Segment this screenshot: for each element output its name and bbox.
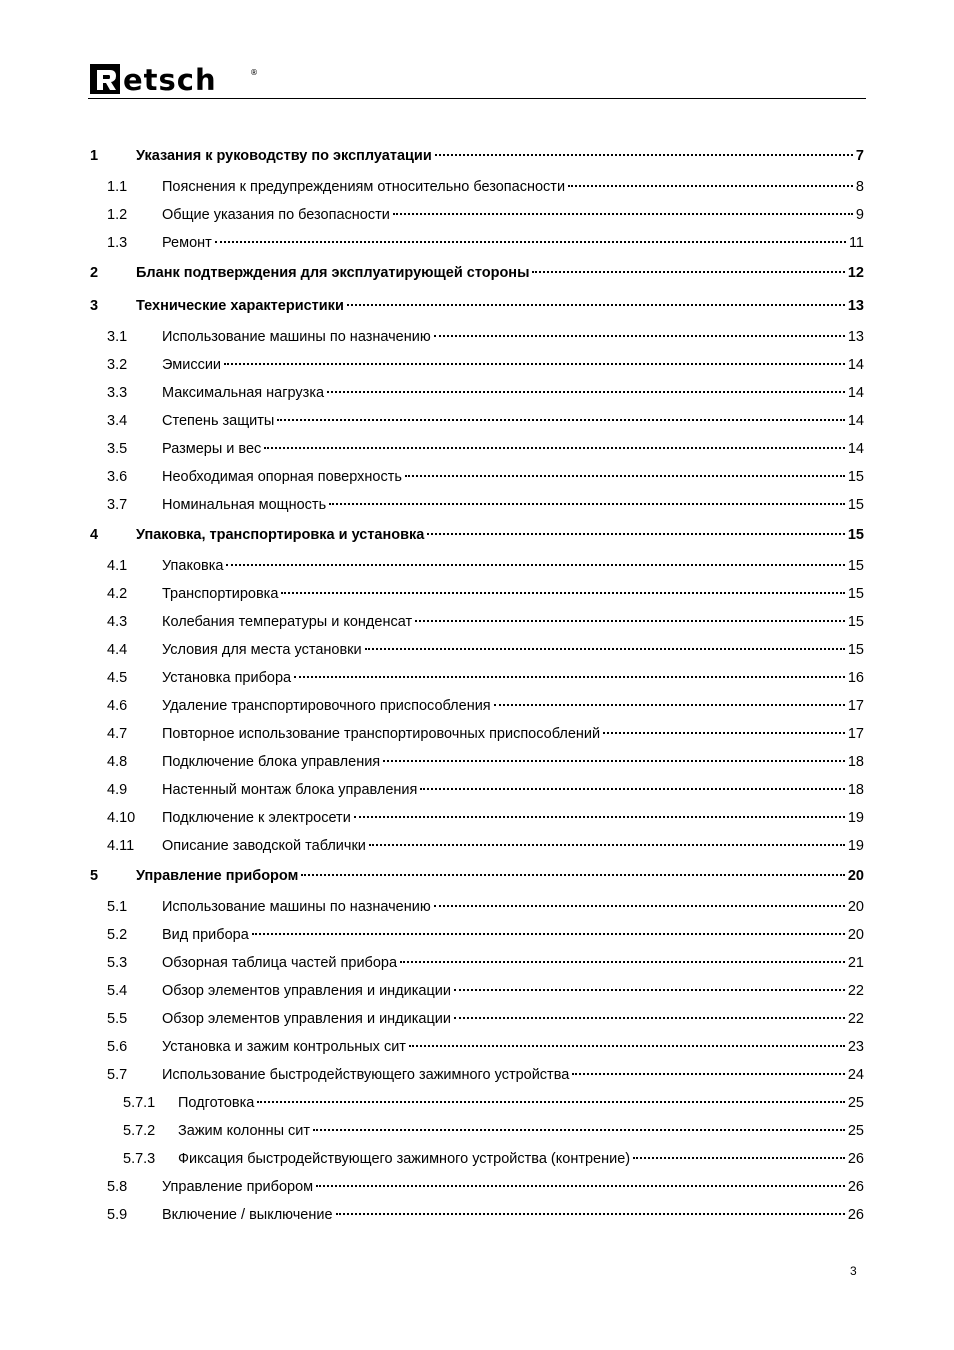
toc-entry[interactable] (90, 407, 864, 435)
toc-dot-leader (264, 447, 845, 449)
toc-entry-page: 24 (847, 1067, 864, 1083)
toc-entry-title: Использование машины по назначению (162, 899, 431, 915)
toc-entry[interactable] (90, 173, 864, 201)
toc-dot-leader (354, 816, 845, 818)
toc-entry-title: Использование машины по назначению (162, 329, 431, 345)
toc-dot-leader (454, 989, 845, 991)
toc-dot-leader (224, 363, 845, 365)
toc-dot-leader (434, 335, 845, 337)
toc-entry-number: 4.11 (107, 838, 135, 854)
toc-entry-title: Использование быстродействующего зажимного устройства (162, 1067, 570, 1083)
toc-entry[interactable] (90, 257, 864, 290)
toc-dot-leader (294, 676, 845, 678)
toc-entry-title: Повторное использование транспортировочных приспособлений (162, 726, 601, 742)
toc-entry-page: 14 (847, 357, 864, 373)
toc-entry-number: 3.1 (107, 329, 128, 345)
toc-entry-title: Обзор элементов управления и индикации (162, 983, 451, 999)
toc-dot-leader (336, 1213, 845, 1215)
toc-entry[interactable] (90, 893, 864, 921)
toc-entry-number: 5.4 (107, 983, 128, 999)
toc-entry-number: 5.7 (107, 1067, 128, 1083)
toc-entry[interactable] (90, 1117, 864, 1145)
toc-entry-page: 19 (847, 838, 864, 854)
toc-entry-page: 14 (847, 385, 864, 401)
toc-dot-leader (316, 1185, 845, 1187)
toc-entry-page: 21 (847, 955, 864, 971)
toc-entry-title: Условия для места установки (162, 642, 362, 658)
toc-entry[interactable] (90, 290, 864, 323)
page-header (88, 62, 866, 99)
toc-entry[interactable] (90, 921, 864, 949)
toc-entry-page: 15 (847, 527, 864, 543)
toc-entry[interactable] (90, 140, 864, 173)
toc-entry-number: 1.2 (107, 207, 128, 223)
toc-entry-title: Максимальная нагрузка (162, 385, 325, 401)
toc-entry[interactable] (90, 776, 864, 804)
toc-entry-title: Упаковка, транспортировка и установка (136, 527, 425, 543)
toc-entry[interactable] (90, 949, 864, 977)
toc-entry-title: Установка и зажим контрольных сит (162, 1039, 406, 1055)
toc-entry-page: 9 (855, 207, 864, 223)
toc-dot-leader (252, 933, 845, 935)
toc-entry-title: Номинальная мощность (162, 497, 327, 513)
toc-entry-page: 17 (847, 726, 864, 742)
toc-entry-title: Управление прибором (136, 868, 299, 884)
toc-entry-number: 4.5 (107, 670, 128, 686)
toc-entry[interactable] (90, 201, 864, 229)
toc-entry-page: 26 (847, 1179, 864, 1195)
toc-entry[interactable] (90, 804, 864, 832)
toc-entry-number: 4.3 (107, 614, 128, 630)
toc-entry-number: 5 (90, 868, 99, 884)
toc-entry-page: 14 (847, 441, 864, 457)
toc-entry-number: 1 (90, 148, 99, 164)
page-number: 3 (850, 1264, 857, 1278)
toc-dot-leader (327, 391, 845, 393)
toc-entry-number: 4.8 (107, 754, 128, 770)
toc-dot-leader (277, 419, 845, 421)
toc-entry[interactable] (90, 1173, 864, 1201)
toc-entry-page: 18 (847, 782, 864, 798)
toc-entry-page: 16 (847, 670, 864, 686)
toc-entry[interactable] (90, 664, 864, 692)
toc-entry-title: Описание заводской таблички (162, 838, 366, 854)
toc-dot-leader (226, 564, 844, 566)
toc-entry-number: 4.7 (107, 726, 128, 742)
toc-entry-title: Эмиссии (162, 357, 222, 373)
toc-entry[interactable] (90, 1145, 864, 1173)
toc-entry-number: 3.2 (107, 357, 128, 373)
toc-entry-page: 8 (855, 179, 864, 195)
toc-entry-title: Бланк подтверждения для эксплуатирующей стороны (136, 265, 530, 281)
toc-entry[interactable] (90, 636, 864, 664)
toc-dot-leader (365, 648, 845, 650)
toc-dot-leader (393, 213, 853, 215)
toc-entry-number: 5.3 (107, 955, 128, 971)
toc-dot-leader (420, 788, 844, 790)
toc-entry-title: Необходимая опорная поверхность (162, 469, 402, 485)
toc-entry-title: Обзор элементов управления и индикации (162, 1011, 451, 1027)
toc-dot-leader (257, 1101, 845, 1103)
toc-entry-number: 3.5 (107, 441, 128, 457)
toc-entry-number: 4.10 (107, 810, 136, 826)
toc-entry-page: 23 (847, 1039, 864, 1055)
registered-mark: ® (250, 68, 258, 77)
toc-entry-number: 4 (90, 527, 99, 543)
toc-entry-page: 19 (847, 810, 864, 826)
toc-dot-leader (400, 961, 845, 963)
toc-entry[interactable] (90, 1061, 864, 1089)
toc-dot-leader (369, 844, 845, 846)
toc-entry[interactable] (90, 748, 864, 776)
toc-entry-title: Ремонт (162, 235, 212, 251)
toc-entry-page: 15 (847, 642, 864, 658)
toc-entry[interactable] (90, 229, 864, 257)
toc-dot-leader (435, 154, 853, 156)
toc-entry[interactable] (90, 692, 864, 720)
toc-entry[interactable] (90, 1005, 864, 1033)
toc-entry[interactable] (90, 832, 864, 860)
toc-entry-number: 3 (90, 298, 99, 314)
toc-entry-page: 25 (847, 1095, 864, 1111)
toc-entry-number: 5.9 (107, 1207, 128, 1223)
toc-entry-page: 17 (847, 698, 864, 714)
toc-entry-page: 18 (847, 754, 864, 770)
toc-entry[interactable] (90, 977, 864, 1005)
toc-entry-title: Управление прибором (162, 1179, 314, 1195)
toc-entry-number: 5.5 (107, 1011, 128, 1027)
toc-entry-number: 3.7 (107, 497, 128, 513)
toc-entry[interactable] (90, 435, 864, 463)
toc-entry-number: 3.3 (107, 385, 128, 401)
toc-entry-title: Подключение к электросети (162, 810, 351, 826)
toc-entry-page: 20 (847, 868, 864, 884)
toc-entry-page: 22 (847, 983, 864, 999)
toc-entry-page: 20 (847, 899, 864, 915)
logo-wordmark: etsch (123, 63, 217, 96)
toc-entry-title: Степень защиты (162, 413, 275, 429)
toc-entry-page: 20 (847, 927, 864, 943)
toc-entry-page: 13 (847, 298, 864, 314)
toc-entry-page: 15 (847, 586, 864, 602)
toc-entry-title: Установка прибора (162, 670, 292, 686)
toc-entry-page: 12 (847, 265, 864, 281)
toc-dot-leader (313, 1129, 845, 1131)
toc-entry[interactable] (90, 1201, 864, 1229)
toc-entry[interactable] (90, 1033, 864, 1061)
toc-entry[interactable] (90, 580, 864, 608)
toc-entry-title: Пояснения к предупреждениям относительно безопасности (162, 179, 566, 195)
toc-entry-number: 5.8 (107, 1179, 128, 1195)
toc-dot-leader (568, 185, 853, 187)
toc-entry-number: 4.6 (107, 698, 128, 714)
toc-entry-page: 14 (847, 413, 864, 429)
toc-dot-leader (329, 503, 845, 505)
toc-dot-leader (434, 905, 845, 907)
toc-entry-number: 5.7.2 (123, 1123, 156, 1139)
toc-entry[interactable] (90, 463, 864, 491)
toc-entry-page: 13 (847, 329, 864, 345)
toc-entry-title: Вид прибора (162, 927, 249, 943)
toc-dot-leader (405, 475, 845, 477)
toc-entry-title: Колебания температуры и конденсат (162, 614, 413, 630)
toc-dot-leader (215, 241, 846, 243)
toc-dot-leader (347, 304, 845, 306)
toc-entry-title: Технические характеристики (136, 298, 344, 314)
toc-entry[interactable] (90, 323, 864, 351)
toc-entry-title: Размеры и вес (162, 441, 262, 457)
toc-entry-number: 1.3 (107, 235, 128, 251)
toc-entry-number: 4.4 (107, 642, 128, 658)
toc-dot-leader (383, 760, 845, 762)
toc-entry-page: 22 (847, 1011, 864, 1027)
toc-entry-page: 25 (847, 1123, 864, 1139)
toc-entry-title: Упаковка (162, 558, 224, 574)
toc-entry[interactable] (90, 860, 864, 893)
toc-dot-leader (415, 620, 845, 622)
toc-entry[interactable] (90, 351, 864, 379)
toc-entry-number: 5.2 (107, 927, 128, 943)
toc-entry[interactable] (90, 491, 864, 519)
toc-dot-leader (494, 704, 845, 706)
toc-entry-number: 4.9 (107, 782, 128, 798)
toc-entry-number: 5.6 (107, 1039, 128, 1055)
toc-entry[interactable] (90, 519, 864, 552)
toc-entry-page: 11 (848, 235, 864, 251)
toc-entry-page: 26 (847, 1151, 864, 1167)
toc-dot-leader (427, 533, 845, 535)
retsch-logo (90, 62, 260, 96)
toc-entry[interactable] (90, 1089, 864, 1117)
toc-entry-number: 4.1 (107, 558, 128, 574)
toc-entry-title: Настенный монтаж блока управления (162, 782, 418, 798)
toc-entry-number: 1.1 (107, 179, 128, 195)
toc-entry-title: Подключение блока управления (162, 754, 381, 770)
toc-entry-number: 2 (90, 265, 99, 281)
toc-entry-number: 5.7.3 (123, 1151, 156, 1167)
toc-entry-title: Удаление транспортировочного приспособления (162, 698, 491, 714)
toc-dot-leader (603, 732, 845, 734)
toc-entry[interactable] (90, 379, 864, 407)
toc-entry-title: Общие указания по безопасности (162, 207, 390, 223)
toc-entry[interactable] (90, 608, 864, 636)
toc-entry[interactable] (90, 552, 864, 580)
toc-entry-page: 15 (847, 558, 864, 574)
toc-entry-title: Указания к руководству по эксплуатации (136, 148, 432, 164)
toc-entry-number: 3.4 (107, 413, 128, 429)
toc-entry-title: Транспортировка (162, 586, 279, 602)
toc-dot-leader (572, 1073, 845, 1075)
toc-entry-page: 26 (847, 1207, 864, 1223)
toc-entry-title: Включение / выключение (162, 1207, 333, 1223)
toc-dot-leader (409, 1045, 845, 1047)
table-of-contents (90, 140, 864, 1229)
toc-entry-title: Зажим колонны сит (178, 1123, 311, 1139)
toc-entry-title: Фиксация быстродействующего зажимного устройства (контрение) (178, 1151, 631, 1167)
toc-entry[interactable] (90, 720, 864, 748)
toc-entry-number: 5.7.1 (123, 1095, 156, 1111)
toc-entry-page: 15 (847, 469, 864, 485)
toc-entry-page: 15 (847, 497, 864, 513)
toc-entry-title: Обзорная таблица частей прибора (162, 955, 398, 971)
toc-dot-leader (454, 1017, 845, 1019)
toc-dot-leader (281, 592, 844, 594)
toc-entry-number: 5.1 (107, 899, 128, 915)
toc-entry-number: 4.2 (107, 586, 128, 602)
toc-entry-page: 7 (855, 148, 864, 164)
toc-entry-number: 3.6 (107, 469, 128, 485)
toc-entry-title: Подготовка (178, 1095, 255, 1111)
toc-dot-leader (633, 1157, 845, 1159)
toc-dot-leader (301, 874, 845, 876)
toc-entry-page: 15 (847, 614, 864, 630)
toc-dot-leader (532, 271, 844, 273)
